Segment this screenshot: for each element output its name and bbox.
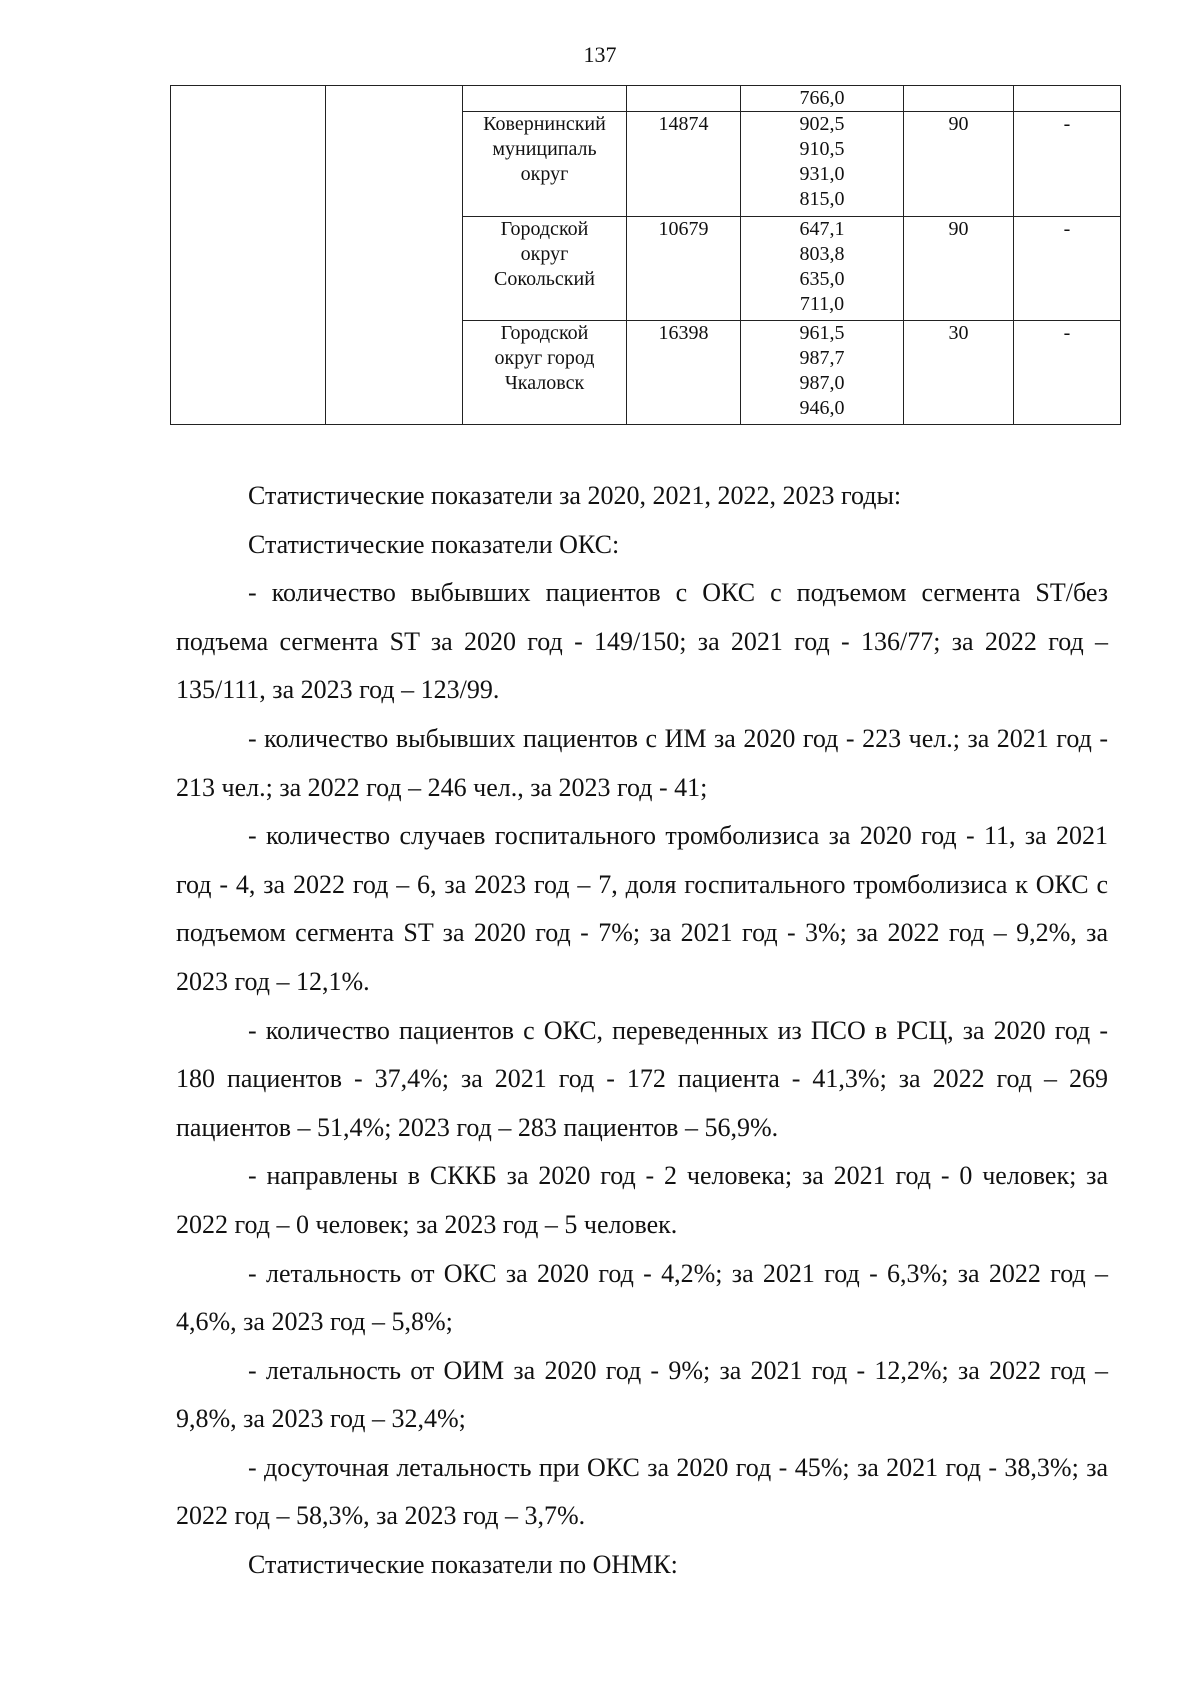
paragraph: - летальность от ОИМ за 2020 год - 9%; за 2021 год - 12,2%; за 2022 год – 9,8%, за 2023 год – 32,4%; xyxy=(176,1355,1108,1434)
section-subheading: Статистические показатели ОКС: xyxy=(248,529,620,559)
paragraph: - направлены в СККБ за 2020 год - 2 человека; за 2021 год - 0 человек; за 2022 год – 0 человек; за 2023 год – 5 человек. xyxy=(176,1161,1108,1239)
document-body xyxy=(176,472,1108,1590)
paragraph: - количество случаев госпитального тромболизиса за 2020 год - 11, за 2021 год - 4, за 2022 год – 6, за 2023 год – 7, доля госпитального тромболизиса к ОКС с подъемом сегмента ST за 2020 год - 7%; за 2021 год - 3%; за 2022 год – 9,2%, за 2023 год – 12,1%. xyxy=(176,821,1108,996)
district-line: Ковернинский xyxy=(483,113,606,135)
paragraph: - количество выбывших пациентов с ОКС с подъемом сегмента ST/без подъема сегмента ST за 2020 год - 149/150; за 2021 год - 136/77; за 2022 год – 135/111, за 2023 год – 123/99. xyxy=(176,578,1108,705)
table-cell-note: - xyxy=(1014,112,1121,217)
table-cell-values: 766,0 xyxy=(741,86,904,112)
table-row xyxy=(171,86,1121,112)
table-cell-district xyxy=(463,321,627,425)
district-line: округ xyxy=(520,243,569,265)
table-cell-empty xyxy=(463,86,627,112)
value-line: 711,0 xyxy=(799,293,845,315)
district-line: округ xyxy=(520,163,569,185)
value-line: 803,8 xyxy=(799,243,845,265)
paragraph: - досуточная летальность при ОКС за 2020 год - 45%; за 2021 год - 38,3%; за 2022 год – 58,3%, за 2023 год – 3,7%. xyxy=(176,1452,1108,1531)
table-cell-district xyxy=(463,112,627,217)
value-line: 910,5 xyxy=(799,138,845,160)
district-line: Сокольский xyxy=(494,268,595,290)
table-cell-population: 14874 xyxy=(627,112,741,217)
value-line: 987,7 xyxy=(799,347,845,369)
district-line: Городской xyxy=(500,218,589,240)
value-line: 987,0 xyxy=(799,372,845,394)
table-cell-percent: 30 xyxy=(904,321,1014,425)
table-cell-merged-col2 xyxy=(326,86,463,425)
value-line: 961,5 xyxy=(799,322,845,344)
district-line: муниципаль xyxy=(492,138,597,160)
paragraph: - количество выбывших пациентов с ИМ за 2020 год - 223 чел.; за 2021 год - 213 чел.; за 2022 год – 246 чел., за 2023 год - 41; xyxy=(176,723,1108,802)
value-line: 815,0 xyxy=(799,188,845,210)
table-cell-note: - xyxy=(1014,321,1121,425)
value-line: 635,0 xyxy=(799,268,845,290)
section-subheading: Статистические показатели по ОНМК: xyxy=(248,1550,678,1580)
hospital-data-table xyxy=(170,85,1121,425)
value-line: 647,1 xyxy=(799,218,845,240)
district-line: Городской xyxy=(500,322,589,344)
district-line: Чкаловск xyxy=(504,372,585,394)
paragraph: - количество пациентов с ОКС, переведенных из ПСО в РСЦ, за 2020 год - 180 пациентов - 37,4%; за 2021 год - 172 пациента - 41,3%; за 2022 год – 269 пациентов – 51,4%; 2023 год – 283 пациентов – 56,9%. xyxy=(176,1015,1108,1142)
value-line: 946,0 xyxy=(799,397,845,419)
table-body xyxy=(171,86,1121,425)
table-cell-percent: 90 xyxy=(904,112,1014,217)
district-line: округ город xyxy=(494,347,595,369)
table-cell-population: 10679 xyxy=(627,217,741,321)
table-cell-district xyxy=(463,217,627,321)
table-cell-merged-col1 xyxy=(171,86,326,425)
table-cell-empty xyxy=(904,86,1014,112)
table-cell-percent: 90 xyxy=(904,217,1014,321)
table-cell-values xyxy=(741,112,904,217)
table-cell-note: - xyxy=(1014,217,1121,321)
section-heading: Статистические показатели за 2020, 2021, 2022, 2023 годы: xyxy=(248,481,902,510)
table-cell-population: 16398 xyxy=(627,321,741,425)
table-cell-empty xyxy=(1014,86,1121,112)
page-number: 137 xyxy=(583,42,617,67)
table-cell-empty xyxy=(627,86,741,112)
value-line: 931,0 xyxy=(799,163,845,185)
table-cell-values xyxy=(741,217,904,321)
table-cell-values xyxy=(741,321,904,425)
value-line: 902,5 xyxy=(799,113,845,135)
paragraph: - летальность от ОКС за 2020 год - 4,2%; за 2021 год - 6,3%; за 2022 год – 4,6%, за 2023 год – 5,8%; xyxy=(176,1258,1108,1337)
